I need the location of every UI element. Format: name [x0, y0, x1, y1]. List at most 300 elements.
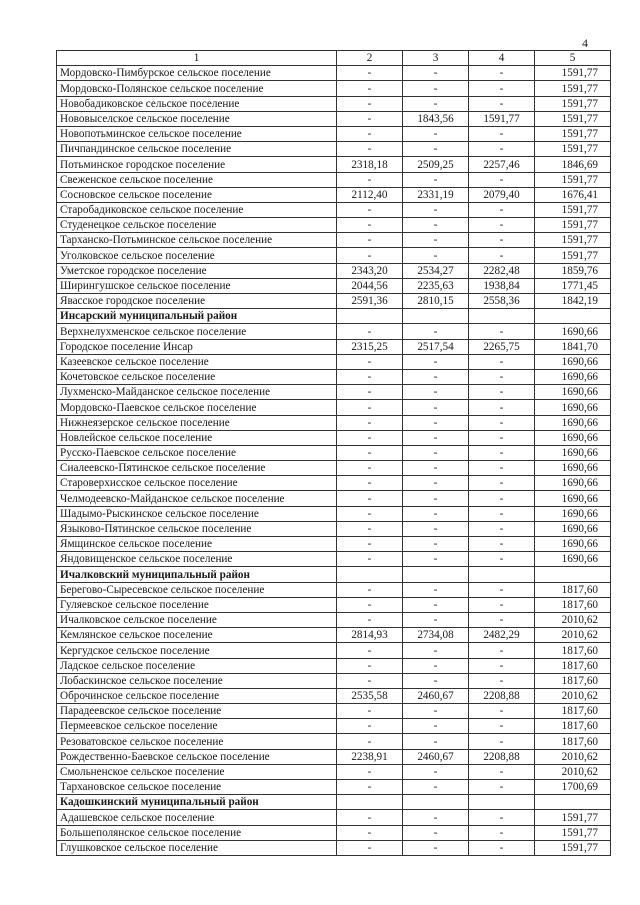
value-cell-col2: - — [337, 673, 403, 688]
settlement-name-cell: Сиалеевско-Пятинское сельское поселение — [57, 461, 337, 476]
settlement-name-cell: Большеполянское сельское поселение — [57, 825, 337, 840]
value-cell-col4: - — [469, 840, 535, 855]
value-cell-col5: 1817,60 — [535, 582, 611, 597]
value-cell-col4: - — [469, 385, 535, 400]
value-cell-col3: - — [403, 719, 469, 734]
table-row — [57, 202, 611, 217]
settlement-name-cell: Ичалковское сельское поселение — [57, 612, 337, 627]
settlement-name-cell: Нижнеязерское сельское поселение — [57, 415, 337, 430]
value-cell-col3: - — [403, 172, 469, 187]
value-cell-col5: 1817,60 — [535, 658, 611, 673]
table-row — [57, 521, 611, 536]
value-cell-col3: - — [403, 415, 469, 430]
settlement-name-cell: Берегово-Сыресевское сельское поселение — [57, 582, 337, 597]
settlement-name-cell: Ичалковский муниципальный район — [57, 567, 337, 582]
table-row — [57, 354, 611, 369]
value-cell-col2: 2814,93 — [337, 628, 403, 643]
value-cell-col5: 1591,77 — [535, 233, 611, 248]
value-cell-col4: 1591,77 — [469, 111, 535, 126]
value-cell-col5 — [535, 309, 611, 324]
settlement-name-cell: Тархановское сельское поселение — [57, 780, 337, 795]
table-row — [57, 552, 611, 567]
settlement-name-cell: Верхнелухменское сельское поселение — [57, 324, 337, 339]
settlement-name-cell: Явасское городское поселение — [57, 294, 337, 309]
value-cell-col4: 2208,88 — [469, 749, 535, 764]
table-header-row — [57, 51, 611, 66]
table-row — [57, 597, 611, 612]
value-cell-col3: - — [403, 324, 469, 339]
settlement-name-cell: Глушковское сельское поселение — [57, 840, 337, 855]
value-cell-col5: 2010,62 — [535, 688, 611, 703]
value-cell-col2: - — [337, 810, 403, 825]
table-row — [57, 248, 611, 263]
value-cell-col2: 2044,56 — [337, 278, 403, 293]
value-cell-col4: 2282,48 — [469, 263, 535, 278]
value-cell-col2: - — [337, 142, 403, 157]
value-cell-col3 — [403, 567, 469, 582]
value-cell-col2: - — [337, 385, 403, 400]
value-cell-col3: - — [403, 142, 469, 157]
table-row — [57, 840, 611, 855]
value-cell-col4: - — [469, 825, 535, 840]
value-cell-col3: - — [403, 552, 469, 567]
value-cell-col2: - — [337, 461, 403, 476]
value-cell-col3: 2734,08 — [403, 628, 469, 643]
value-cell-col2: - — [337, 430, 403, 445]
value-cell-col5: 1591,77 — [535, 218, 611, 233]
value-cell-col3: 1843,56 — [403, 111, 469, 126]
settlement-name-cell: Тарханско-Потьминское сельское поселение — [57, 233, 337, 248]
settlement-name-cell: Яндовищенское сельское поселение — [57, 552, 337, 567]
column-header-5: 5 — [535, 51, 611, 66]
settlement-name-cell: Ямщинское сельское поселение — [57, 537, 337, 552]
value-cell-col4: 2265,75 — [469, 339, 535, 354]
value-cell-col3: - — [403, 840, 469, 855]
table-row — [57, 157, 611, 172]
settlement-name-cell: Адашевское сельское поселение — [57, 810, 337, 825]
column-header-3: 3 — [403, 51, 469, 66]
value-cell-col3: - — [403, 233, 469, 248]
value-cell-col4: - — [469, 233, 535, 248]
value-cell-col4: - — [469, 142, 535, 157]
value-cell-col4: - — [469, 445, 535, 460]
table-row — [57, 476, 611, 491]
value-cell-col2: - — [337, 643, 403, 658]
value-cell-col3: - — [403, 734, 469, 749]
value-cell-col4: - — [469, 415, 535, 430]
value-cell-col5: 1817,60 — [535, 597, 611, 612]
table-row — [57, 719, 611, 734]
value-cell-col3: - — [403, 825, 469, 840]
value-cell-col3: - — [403, 400, 469, 415]
value-cell-col5 — [535, 795, 611, 810]
value-cell-col3 — [403, 309, 469, 324]
settlement-name-cell: Потьминское городское поселение — [57, 157, 337, 172]
settlement-name-cell: Студенецкое сельское поселение — [57, 218, 337, 233]
table-row — [57, 734, 611, 749]
table-row — [57, 430, 611, 445]
district-header-row — [57, 795, 611, 810]
table-row — [57, 749, 611, 764]
value-cell-col5: 1591,77 — [535, 111, 611, 126]
value-cell-col5: 1690,66 — [535, 385, 611, 400]
table-row — [57, 491, 611, 506]
value-cell-col2 — [337, 567, 403, 582]
value-cell-col5: 2010,62 — [535, 612, 611, 627]
table-row — [57, 582, 611, 597]
value-cell-col3: - — [403, 673, 469, 688]
table-row — [57, 506, 611, 521]
settlement-name-cell: Новлейское сельское поселение — [57, 430, 337, 445]
value-cell-col3: - — [403, 506, 469, 521]
value-cell-col5: 1591,77 — [535, 142, 611, 157]
value-cell-col5: 1817,60 — [535, 643, 611, 658]
value-cell-col5: 1690,66 — [535, 491, 611, 506]
value-cell-col3: - — [403, 810, 469, 825]
table-body — [57, 51, 611, 856]
value-cell-col4: - — [469, 597, 535, 612]
value-cell-col5: 1700,69 — [535, 780, 611, 795]
settlement-name-cell: Пермеевское сельское поселение — [57, 719, 337, 734]
value-cell-col3: 2534,27 — [403, 263, 469, 278]
value-cell-col2: - — [337, 354, 403, 369]
value-cell-col2: - — [337, 415, 403, 430]
value-cell-col5: 1842,19 — [535, 294, 611, 309]
value-cell-col4: - — [469, 248, 535, 263]
value-cell-col4 — [469, 309, 535, 324]
settlement-name-cell: Языково-Пятинское сельское поселение — [57, 521, 337, 536]
table-row — [57, 218, 611, 233]
value-cell-col5: 1841,70 — [535, 339, 611, 354]
value-cell-col2: 2112,40 — [337, 187, 403, 202]
value-cell-col3 — [403, 795, 469, 810]
value-cell-col2: - — [337, 202, 403, 217]
value-cell-col5: 2010,62 — [535, 764, 611, 779]
table-row — [57, 369, 611, 384]
table-row — [57, 81, 611, 96]
value-cell-col2: - — [337, 491, 403, 506]
value-cell-col4: - — [469, 612, 535, 627]
value-cell-col2: - — [337, 400, 403, 415]
value-cell-col4: - — [469, 673, 535, 688]
table-row — [57, 233, 611, 248]
value-cell-col2 — [337, 309, 403, 324]
value-cell-col2: 2315,25 — [337, 339, 403, 354]
value-cell-col3: - — [403, 461, 469, 476]
value-cell-col5 — [535, 567, 611, 582]
district-header-row — [57, 567, 611, 582]
value-cell-col2: - — [337, 126, 403, 141]
table-row — [57, 810, 611, 825]
value-cell-col5: 1591,77 — [535, 66, 611, 81]
value-cell-col5: 1591,77 — [535, 202, 611, 217]
table-row — [57, 658, 611, 673]
table-row — [57, 764, 611, 779]
settlement-name-cell: Гуляевское сельское поселение — [57, 597, 337, 612]
value-cell-col2: - — [337, 825, 403, 840]
value-cell-col5: 1690,66 — [535, 521, 611, 536]
value-cell-col4: - — [469, 658, 535, 673]
value-cell-col3: - — [403, 445, 469, 460]
value-cell-col4: - — [469, 430, 535, 445]
value-cell-col5: 1817,60 — [535, 719, 611, 734]
value-cell-col4: 2257,46 — [469, 157, 535, 172]
value-cell-col4: - — [469, 324, 535, 339]
value-cell-col4: - — [469, 537, 535, 552]
value-cell-col5: 1690,66 — [535, 537, 611, 552]
value-cell-col2: - — [337, 719, 403, 734]
value-cell-col5: 1817,60 — [535, 704, 611, 719]
value-cell-col5: 2010,62 — [535, 749, 611, 764]
table-row — [57, 415, 611, 430]
column-header-1: 1 — [57, 51, 337, 66]
value-cell-col3: - — [403, 643, 469, 658]
value-cell-col5: 1690,66 — [535, 324, 611, 339]
value-cell-col3: - — [403, 521, 469, 536]
value-cell-col2: - — [337, 840, 403, 855]
value-cell-col5: 1690,66 — [535, 506, 611, 521]
settlement-name-cell: Русско-Паевское сельское поселение — [57, 445, 337, 460]
value-cell-col3: 2331,19 — [403, 187, 469, 202]
settlement-name-cell: Резоватовское сельское поселение — [57, 734, 337, 749]
value-cell-col2: - — [337, 476, 403, 491]
value-cell-col2: 2238,91 — [337, 749, 403, 764]
value-cell-col5: 1690,66 — [535, 445, 611, 460]
value-cell-col2: - — [337, 597, 403, 612]
settlement-name-cell: Кадошкинский муниципальный район — [57, 795, 337, 810]
table-row — [57, 537, 611, 552]
value-cell-col3: 2810,15 — [403, 294, 469, 309]
value-cell-col3: 2460,67 — [403, 688, 469, 703]
value-cell-col4: - — [469, 369, 535, 384]
value-cell-col3: - — [403, 476, 469, 491]
settlement-name-cell: Уголковское сельское поселение — [57, 248, 337, 263]
value-cell-col2: 2591,36 — [337, 294, 403, 309]
value-cell-col2: 2535,58 — [337, 688, 403, 703]
value-cell-col5: 1690,66 — [535, 552, 611, 567]
value-cell-col3: - — [403, 597, 469, 612]
value-cell-col5: 1771,45 — [535, 278, 611, 293]
settlement-name-cell: Ширингушское сельское поселение — [57, 278, 337, 293]
settlement-name-cell: Шадымо-Рыскинское сельское поселение — [57, 506, 337, 521]
value-cell-col4: - — [469, 704, 535, 719]
settlement-name-cell: Лухменско-Майданское сельское поселение — [57, 385, 337, 400]
value-cell-col2: - — [337, 233, 403, 248]
table-row — [57, 294, 611, 309]
value-cell-col4: - — [469, 780, 535, 795]
value-cell-col2: - — [337, 612, 403, 627]
table-row — [57, 704, 611, 719]
settlement-name-cell: Рождественно-Баевское сельское поселение — [57, 749, 337, 764]
value-cell-col3: - — [403, 248, 469, 263]
value-cell-col5: 1690,66 — [535, 415, 611, 430]
value-cell-col5: 1591,77 — [535, 96, 611, 111]
settlement-name-cell: Новопотьминское сельское поселение — [57, 126, 337, 141]
table-row — [57, 126, 611, 141]
value-cell-col3: 2235,63 — [403, 278, 469, 293]
value-cell-col4 — [469, 795, 535, 810]
value-cell-col4: - — [469, 582, 535, 597]
value-cell-col2: - — [337, 537, 403, 552]
value-cell-col3: 2509,25 — [403, 157, 469, 172]
value-cell-col2: - — [337, 324, 403, 339]
value-cell-col5: 1859,76 — [535, 263, 611, 278]
value-cell-col3: - — [403, 202, 469, 217]
value-cell-col4: 2208,88 — [469, 688, 535, 703]
value-cell-col3: - — [403, 764, 469, 779]
value-cell-col4: - — [469, 96, 535, 111]
settlement-name-cell: Староверхисское сельское поселение — [57, 476, 337, 491]
settlement-name-cell: Новобадиковское сельское поселение — [57, 96, 337, 111]
value-cell-col2: - — [337, 734, 403, 749]
value-cell-col4: - — [469, 764, 535, 779]
table-row — [57, 688, 611, 703]
value-cell-col5: 1591,77 — [535, 825, 611, 840]
table-row — [57, 612, 611, 627]
settlement-name-cell: Мордовско-Полянское сельское поселение — [57, 81, 337, 96]
settlement-name-cell: Оброчинское сельское поселение — [57, 688, 337, 703]
value-cell-col3: - — [403, 780, 469, 795]
table-row — [57, 628, 611, 643]
value-cell-col3: 2517,54 — [403, 339, 469, 354]
value-cell-col4: - — [469, 810, 535, 825]
value-cell-col3: - — [403, 81, 469, 96]
settlement-name-cell: Челмодеевско-Майданское сельское поселение — [57, 491, 337, 506]
value-cell-col4: - — [469, 552, 535, 567]
value-cell-col4: - — [469, 218, 535, 233]
value-cell-col3: - — [403, 369, 469, 384]
district-header-row — [57, 309, 611, 324]
value-cell-col3: - — [403, 704, 469, 719]
column-header-4: 4 — [469, 51, 535, 66]
value-cell-col4: 2482,29 — [469, 628, 535, 643]
value-cell-col2: - — [337, 582, 403, 597]
value-cell-col4: - — [469, 719, 535, 734]
value-cell-col2: - — [337, 445, 403, 460]
value-cell-col3: - — [403, 537, 469, 552]
value-cell-col3: - — [403, 354, 469, 369]
value-cell-col5: 1846,69 — [535, 157, 611, 172]
table-row — [57, 385, 611, 400]
value-cell-col5: 2010,62 — [535, 628, 611, 643]
table-row — [57, 780, 611, 795]
value-cell-col2: - — [337, 96, 403, 111]
table-row — [57, 66, 611, 81]
value-cell-col4: - — [469, 734, 535, 749]
value-cell-col5: 1591,77 — [535, 172, 611, 187]
value-cell-col4: - — [469, 81, 535, 96]
value-cell-col2: - — [337, 506, 403, 521]
value-cell-col5: 1591,77 — [535, 840, 611, 855]
value-cell-col3: - — [403, 582, 469, 597]
value-cell-col4: - — [469, 643, 535, 658]
value-cell-col4: 2558,36 — [469, 294, 535, 309]
value-cell-col2: - — [337, 658, 403, 673]
value-cell-col3: - — [403, 218, 469, 233]
value-cell-col5: 1690,66 — [535, 354, 611, 369]
settlement-name-cell: Городское поселение Инсар — [57, 339, 337, 354]
value-cell-col3: - — [403, 96, 469, 111]
value-cell-col5: 1591,77 — [535, 81, 611, 96]
column-header-2: 2 — [337, 51, 403, 66]
value-cell-col3: - — [403, 491, 469, 506]
settlement-name-cell: Мордовско-Паевское сельское поселение — [57, 400, 337, 415]
value-cell-col2: - — [337, 111, 403, 126]
settlement-name-cell: Смольненское сельское поселение — [57, 764, 337, 779]
value-cell-col5: 1591,77 — [535, 126, 611, 141]
settlement-name-cell: Кемлянское сельское поселение — [57, 628, 337, 643]
value-cell-col2: 2343,20 — [337, 263, 403, 278]
table-row — [57, 400, 611, 415]
tariff-table — [56, 50, 611, 856]
settlement-name-cell: Уметское городское поселение — [57, 263, 337, 278]
settlement-name-cell: Нововыселское сельское поселение — [57, 111, 337, 126]
value-cell-col2: - — [337, 369, 403, 384]
value-cell-col4: - — [469, 354, 535, 369]
value-cell-col2: - — [337, 521, 403, 536]
table-row — [57, 172, 611, 187]
value-cell-col3: - — [403, 126, 469, 141]
value-cell-col2: - — [337, 248, 403, 263]
value-cell-col2: - — [337, 218, 403, 233]
value-cell-col4: 1938,84 — [469, 278, 535, 293]
value-cell-col2: - — [337, 764, 403, 779]
value-cell-col2: - — [337, 66, 403, 81]
settlement-name-cell: Лобаскинское сельское поселение — [57, 673, 337, 688]
value-cell-col5: 1690,66 — [535, 369, 611, 384]
value-cell-col4: - — [469, 491, 535, 506]
settlement-name-cell: Сосновское сельское поселение — [57, 187, 337, 202]
value-cell-col2: 2318,18 — [337, 157, 403, 172]
value-cell-col3: - — [403, 66, 469, 81]
table-row — [57, 673, 611, 688]
settlement-name-cell: Кергудское сельское поселение — [57, 643, 337, 658]
page-number: 4 — [582, 36, 588, 50]
value-cell-col2 — [337, 795, 403, 810]
value-cell-col5: 1690,66 — [535, 461, 611, 476]
value-cell-col2: - — [337, 172, 403, 187]
value-cell-col5: 1817,60 — [535, 673, 611, 688]
value-cell-col4: - — [469, 506, 535, 521]
table-row — [57, 461, 611, 476]
table-row — [57, 142, 611, 157]
value-cell-col4: 2079,40 — [469, 187, 535, 202]
table-row — [57, 339, 611, 354]
value-cell-col4: - — [469, 172, 535, 187]
table-row — [57, 263, 611, 278]
table-row — [57, 96, 611, 111]
table-row — [57, 643, 611, 658]
value-cell-col5: 1690,66 — [535, 430, 611, 445]
value-cell-col5: 1591,77 — [535, 810, 611, 825]
settlement-name-cell: Парадеевское сельское поселение — [57, 704, 337, 719]
table-row — [57, 825, 611, 840]
value-cell-col4: - — [469, 202, 535, 217]
table-row — [57, 187, 611, 202]
table-row — [57, 278, 611, 293]
value-cell-col4 — [469, 567, 535, 582]
value-cell-col2: - — [337, 552, 403, 567]
settlement-name-cell: Казеевское сельское поселение — [57, 354, 337, 369]
value-cell-col2: - — [337, 81, 403, 96]
settlement-name-cell: Инсарский муниципальный район — [57, 309, 337, 324]
value-cell-col2: - — [337, 780, 403, 795]
value-cell-col4: - — [469, 521, 535, 536]
value-cell-col4: - — [469, 461, 535, 476]
settlement-name-cell: Кочетовское сельское поселение — [57, 369, 337, 384]
value-cell-col3: 2460,67 — [403, 749, 469, 764]
value-cell-col4: - — [469, 400, 535, 415]
